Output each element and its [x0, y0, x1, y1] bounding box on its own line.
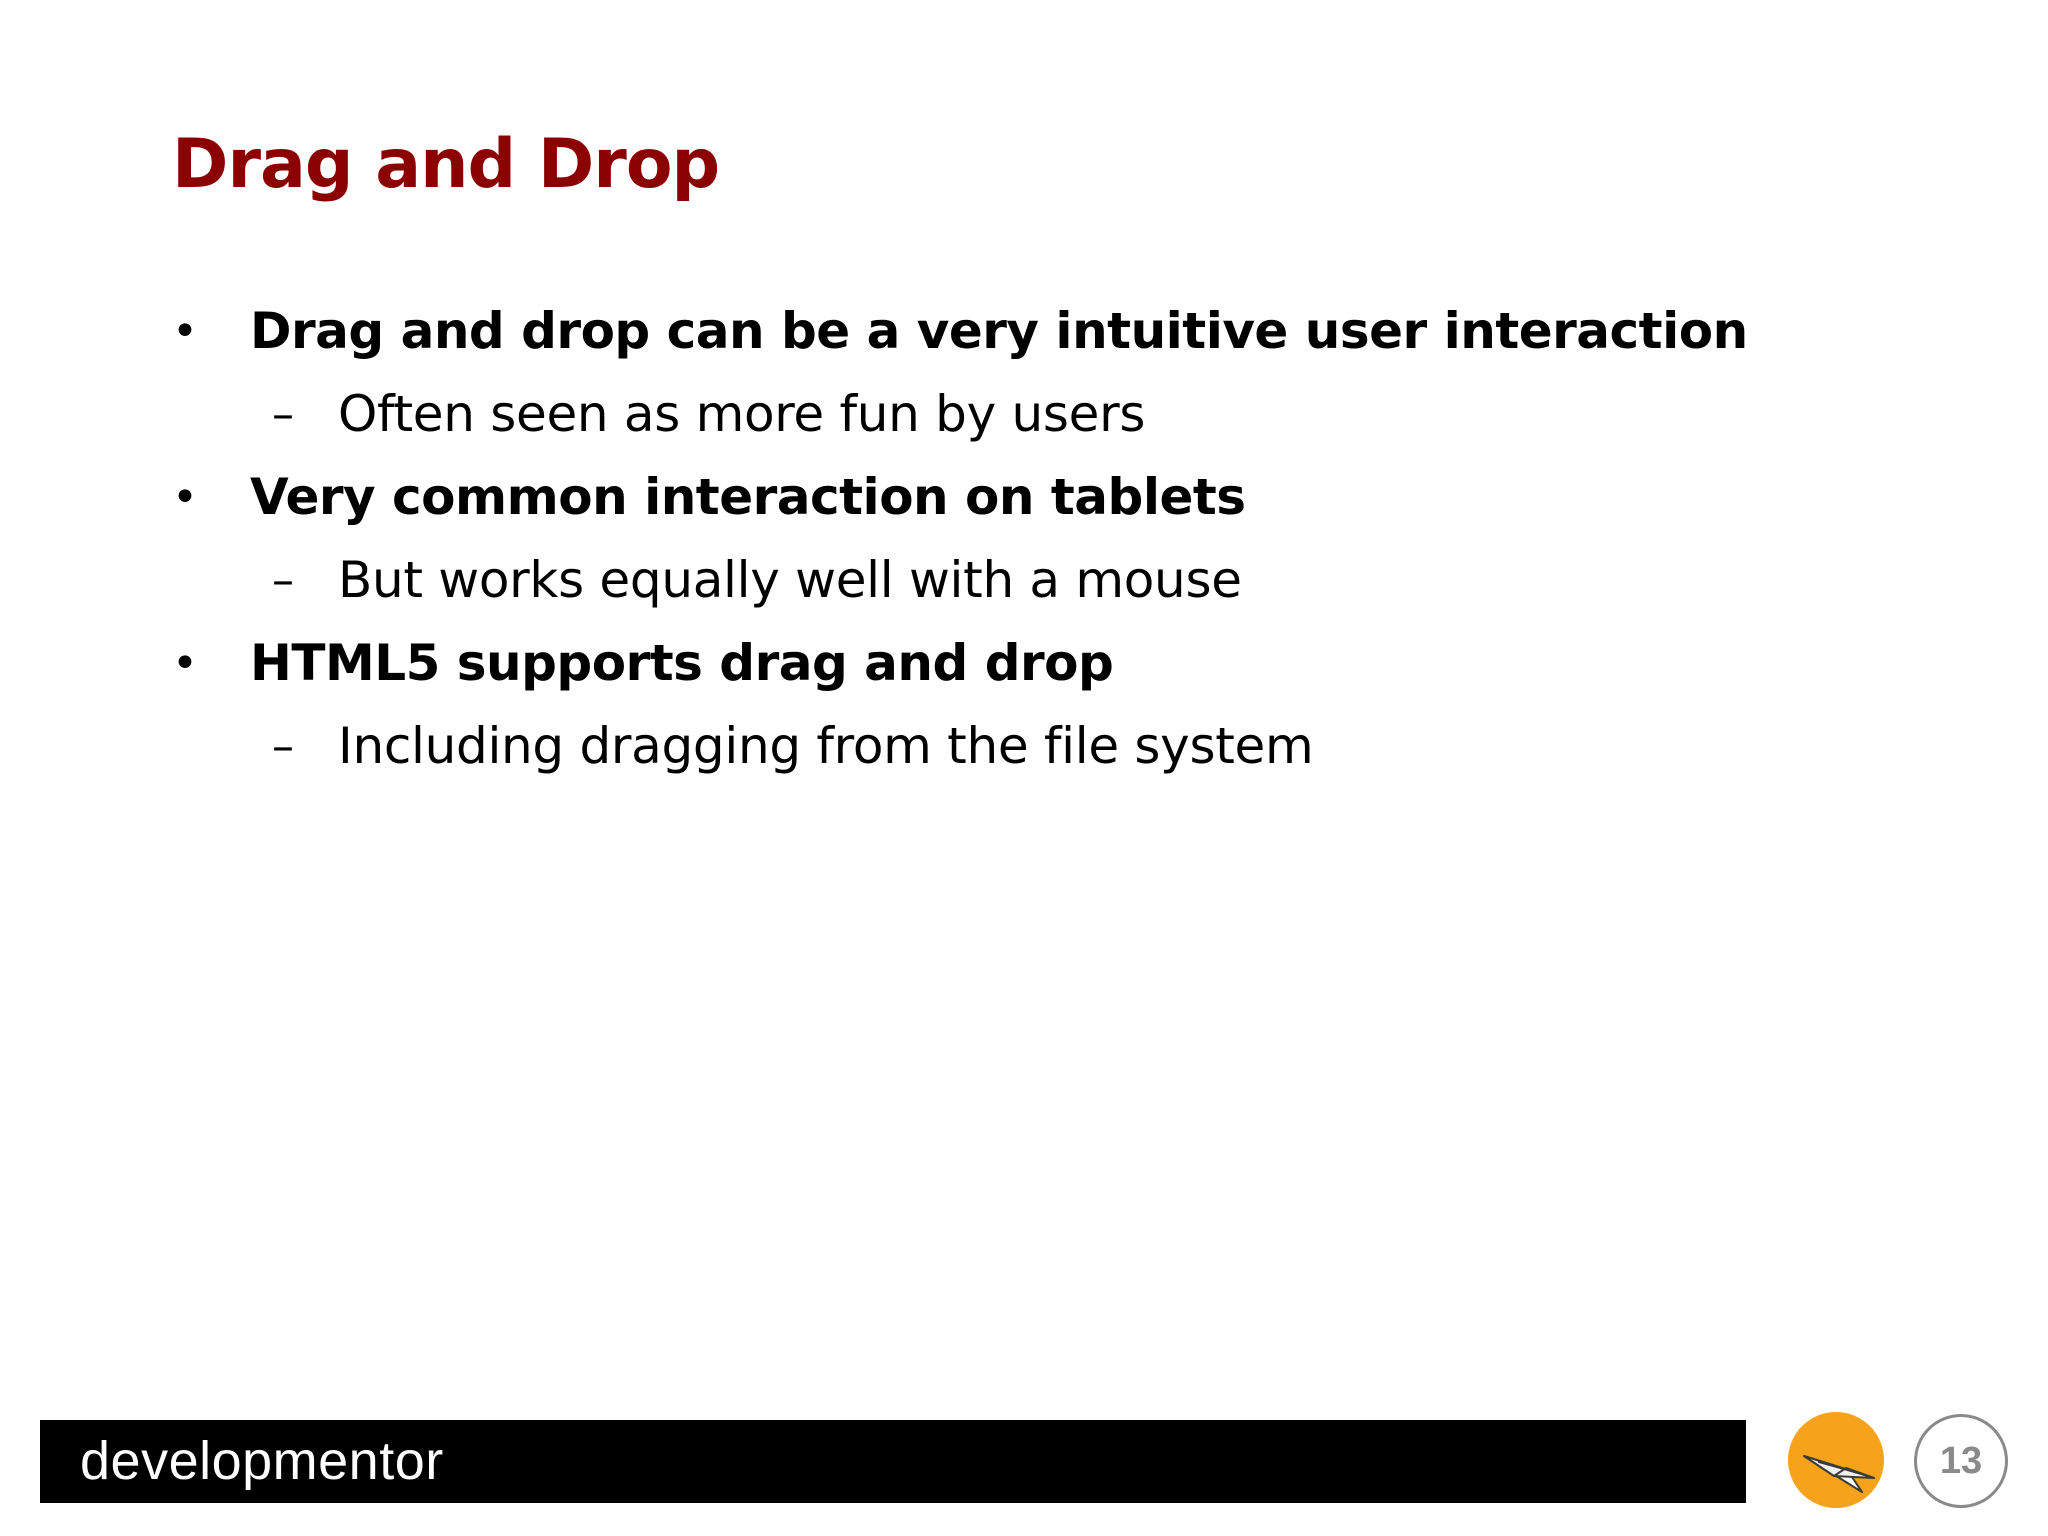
paper-plane-icon-graphic	[1788, 1412, 1884, 1508]
bullet-marker: •	[172, 472, 198, 523]
sub-bullet-marker: –	[272, 721, 294, 772]
bullet-item	[172, 290, 1872, 373]
page-number: 13	[1914, 1414, 2008, 1508]
sub-bullet-item	[172, 373, 1872, 456]
slide-title: Drag and Drop	[172, 125, 720, 204]
bullet-text: Drag and drop can be a very intuitive user interaction	[250, 302, 1748, 360]
sub-bullet-marker: –	[272, 389, 294, 440]
bullet-text: Very common interaction on tablets	[250, 468, 1246, 526]
bullet-item	[172, 456, 1872, 539]
bullet-marker: •	[172, 306, 198, 357]
brand-wordmark: developmentor	[80, 1431, 444, 1491]
bullet-list	[172, 290, 1872, 788]
sub-bullet-item	[172, 705, 1872, 788]
paper-plane-icon	[1788, 1412, 1884, 1508]
sub-bullet-text: Often seen as more fun by users	[338, 385, 1146, 443]
sub-bullet-text: Including dragging from the file system	[338, 717, 1314, 775]
sub-bullet-marker: –	[272, 555, 294, 606]
footer-bar	[40, 1420, 1746, 1503]
sub-bullet-text: But works equally well with a mouse	[338, 551, 1242, 609]
bullet-text: HTML5 supports drag and drop	[250, 634, 1114, 692]
bullet-marker: •	[172, 638, 198, 689]
bullet-item	[172, 622, 1872, 705]
sub-bullet-item	[172, 539, 1872, 622]
